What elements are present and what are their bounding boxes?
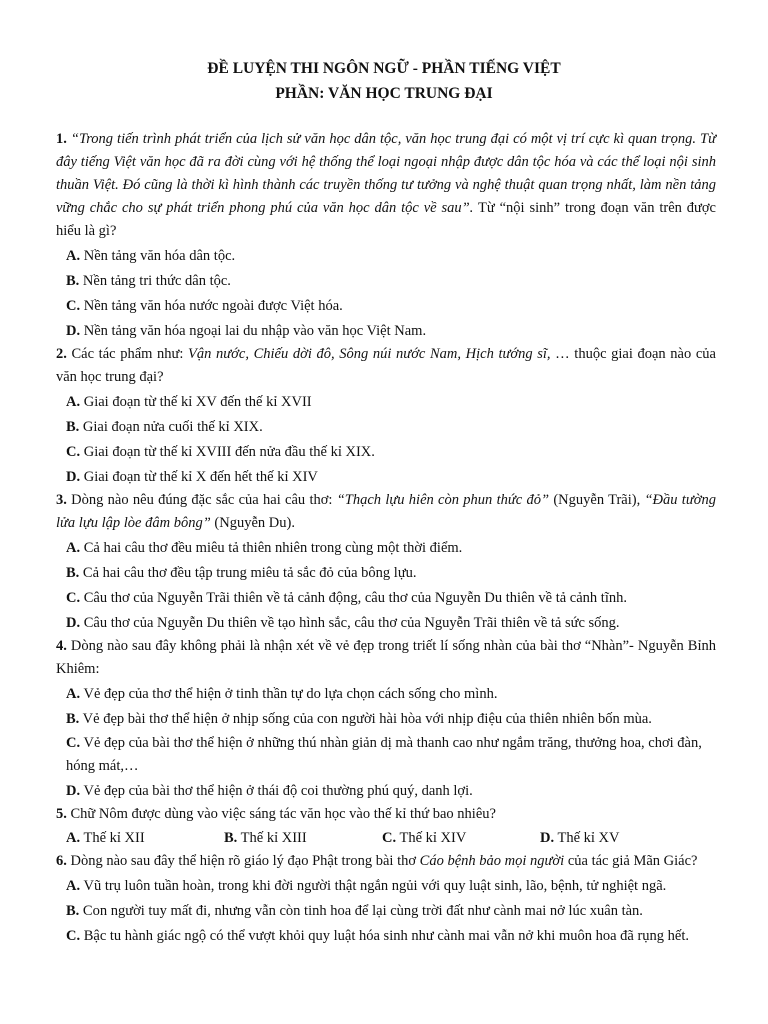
option-c [56,294,716,318]
option-text: Giai đoạn nửa cuối thế kỉ XIX. [79,419,263,435]
option-a [66,826,224,850]
option-b [224,826,382,850]
option-text: Cả hai câu thơ đều miêu tả thiên nhiên trong cùng một thời điểm. [80,540,463,556]
quoted-passage: “Trong tiến trình phát triển của lịch sử văn học dân tộc, văn học trung đại có một vị trí cực kì quan trọng. Từ đây tiếng Việt văn học đã ra đời cùng với hệ thống thể loại ngoại nhập được dân tộc hóa và các thể loại nội sinh thuần Việt. Đó cũng là thời kì hình thành các truyền thống tư tưởng và nghệ thuật quan trọng nhất, làm nền tảng vững chắc cho sự phát triển phong phú của văn học dân tộc về sau”. [56,131,716,216]
question-3 [56,489,716,635]
option-text: Cả hai câu thơ đều tập trung miêu tả sắc đỏ của bông lựu. [79,565,417,581]
option-letter: B. [66,273,80,289]
question-text: Dòng nào sau đây thể hiện rõ giáo lý đạo Phật trong bài thơ [66,853,420,869]
question-text: Từ “nội sinh” trong đoạn văn trên được hiểu là gì? [56,200,716,239]
option-b [56,415,716,439]
option-a [56,874,716,898]
question-stem [56,489,716,535]
poem-author: (Nguyễn Trãi), [549,492,645,508]
option-letter: A. [66,686,81,702]
option-letter: B. [66,419,80,435]
question-number: 2. [56,346,67,362]
question-stem [56,850,716,873]
option-a [56,682,716,706]
question-5 [56,803,716,850]
option-letter: D. [540,830,555,846]
option-b [56,269,716,293]
option-letter: D. [66,783,81,799]
option-letter: A. [66,830,81,846]
question-stem [56,128,716,243]
question-2 [56,343,716,489]
option-d [56,465,716,489]
question-text: … thuộc giai đoạn nào của văn học trung đại? [56,346,716,385]
option-text: Thế kỉ XII [80,830,145,846]
document-header [0,56,768,106]
option-a [56,536,716,560]
option-text: Vẻ đẹp của bài thơ thể hiện ở những thú nhàn giản dị mà thanh cao như ngắm trăng, thưởng hoa, chơi đàn, hóng mát,… [66,735,702,774]
option-text: Nền tảng văn hóa nước ngoài được Việt hóa. [80,298,343,314]
poem-author: (Nguyễn Du). [210,515,295,531]
work-title: Cáo bệnh bảo mọi người [419,853,565,869]
option-letter: C. [66,928,81,944]
option-c [382,826,540,850]
option-a [56,244,716,268]
option-letter: B. [224,830,238,846]
option-text: Vẻ đẹp bài thơ thể hiện ở nhịp sống của con người hài hòa với nhịp điệu của thiên nhiên bốn mùa. [79,711,652,727]
option-b [56,899,716,923]
option-letter: C. [66,444,81,460]
option-text: Thế kỉ XIII [237,830,307,846]
option-c [56,732,716,778]
option-text: Giai đoạn từ thế kỉ XV đến thế kỉ XVII [80,394,312,410]
option-letter: D. [66,323,81,339]
question-list [56,128,716,948]
option-letter: C. [382,830,397,846]
option-text: Nền tảng văn hóa dân tộc. [80,248,236,264]
option-text: Giai đoạn từ thế kỉ XVIII đến nửa đầu thế kỉ XIX. [80,444,375,460]
option-letter: A. [66,394,81,410]
option-text: Thế kỉ XIV [396,830,467,846]
question-stem [56,343,716,389]
option-text: Vẻ đẹp của thơ thể hiện ở tinh thần tự do lựa chọn cách sống cho mình. [80,686,498,702]
option-d [540,826,698,850]
option-letter: C. [66,298,81,314]
option-text: Thế kỉ XV [554,830,620,846]
document-title: ĐỀ LUYỆN THI NGÔN NGỮ - PHẦN TIẾNG VIỆT [207,60,561,77]
option-text: Bậc tu hành giác ngộ có thể vượt khỏi quy luật hóa sinh như cành mai vẫn nở khi muôn hoa đã rụng hết. [80,928,690,944]
option-text: Giai đoạn từ thế kỉ X đến hết thế kỉ XIV [80,469,318,485]
option-d [56,611,716,635]
question-text: Chữ Nôm được dùng vào việc sáng tác văn học vào thế kỉ thứ bao nhiêu? [66,806,496,822]
question-number: 1. [56,131,67,147]
question-text: của tác giả Mãn Giác? [564,853,698,869]
option-text: Nền tảng văn hóa ngoại lai du nhập vào văn học Việt Nam. [80,323,427,339]
option-c [56,586,716,610]
option-c [56,440,716,464]
question-number: 5. [56,806,67,822]
option-text: Nền tảng tri thức dân tộc. [79,273,231,289]
option-letter: A. [66,540,81,556]
document-subtitle: PHẦN: VĂN HỌC TRUNG ĐẠI [275,85,493,102]
options-row [56,826,716,850]
option-text: Câu thơ của Nguyễn Trãi thiên về tả cảnh động, câu thơ của Nguyễn Du thiên về tả cảnh tĩnh. [80,590,627,606]
question-4 [56,635,716,803]
option-letter: D. [66,615,81,631]
option-letter: A. [66,248,81,264]
option-text: Vũ trụ luôn tuần hoàn, trong khi đời người thật ngắn ngủi với quy luật sinh, lão, bệnh, tử nghiệt ngã. [80,878,667,894]
question-number: 6. [56,853,67,869]
option-letter: A. [66,878,81,894]
option-letter: B. [66,565,80,581]
question-1 [56,128,716,343]
option-text: Con người tuy mất đi, nhưng vẫn còn tinh hoa để lại cùng trời đất như cành mai nở lúc xuân tàn. [79,903,643,919]
poem-line: “Đầu tường lửa lựu lập lòe đâm bông” [56,492,716,531]
option-text: Câu thơ của Nguyễn Du thiên về tạo hình sắc, câu thơ của Nguyễn Trãi thiên về tả sức sống. [80,615,620,631]
question-stem [56,803,716,826]
question-stem [56,635,716,681]
question-text: Dòng nào nêu đúng đặc sắc của hai câu thơ: [66,492,337,508]
question-text: Dòng nào sau đây không phải là nhận xét về vẻ đẹp trong triết lí sống nhàn của bài thơ “Nhàn”- Nguyễn Bỉnh Khiêm: [56,638,716,677]
question-6 [56,850,716,948]
poem-line: “Thạch lựu hiên còn phun thức đỏ” [336,492,550,508]
question-number: 3. [56,492,67,508]
option-letter: D. [66,469,81,485]
question-number: 4. [56,638,67,654]
option-d [56,779,716,803]
option-c [56,924,716,948]
option-text: Vẻ đẹp của bài thơ thể hiện ở thái độ coi thường phú quý, danh lợi. [80,783,473,799]
option-b [56,561,716,585]
option-a [56,390,716,414]
option-letter: B. [66,711,80,727]
option-letter: C. [66,735,81,751]
option-letter: C. [66,590,81,606]
option-d [56,319,716,343]
question-text: Các tác phẩm như: [66,346,189,362]
work-titles: Vận nước, Chiếu dời đô, Sông núi nước Nam, Hịch tướng sĩ, [188,346,551,362]
option-letter: B. [66,903,80,919]
option-b [56,707,716,731]
